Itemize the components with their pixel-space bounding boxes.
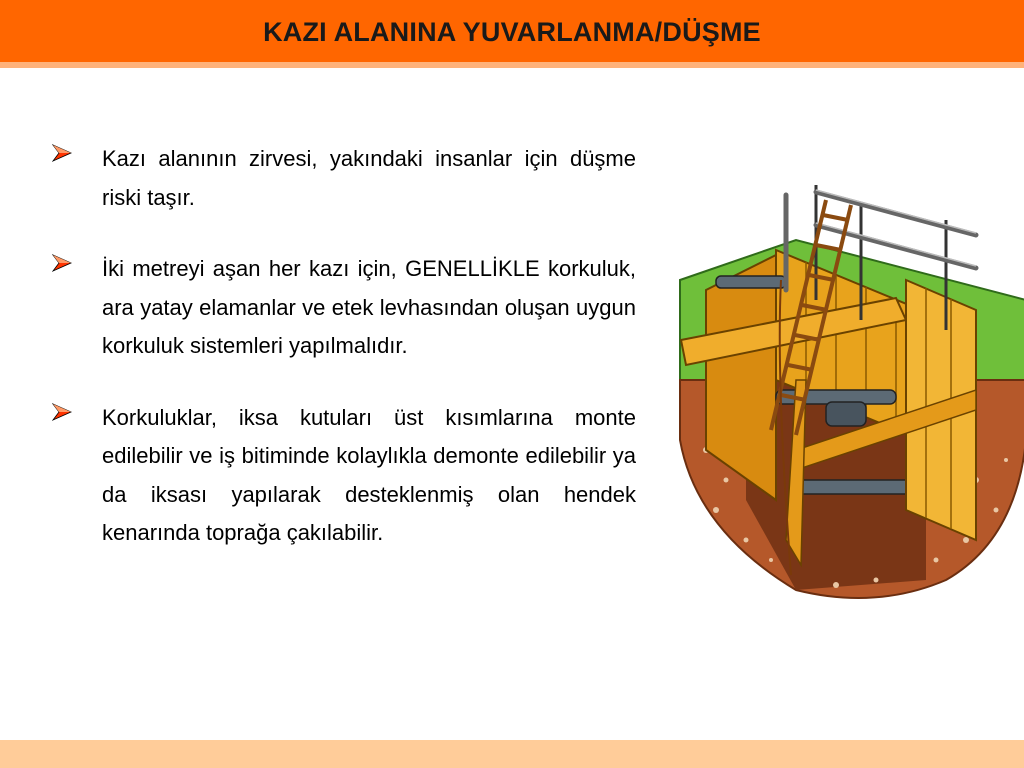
bullet-text: Kazı alanının zirvesi, yakındaki insanlar için düşme riski taşır.: [102, 146, 636, 210]
title-underline: [0, 62, 1024, 68]
footer-bar: [0, 740, 1024, 768]
bullet-text: İki metreyi aşan her kazı için, GENELLİKLE korkuluk, ara yatay elamanlar ve etek levhasından oluşan uygun korkuluk sistemleri yapılmalıdır.: [102, 256, 636, 358]
bullet-list: [52, 140, 636, 586]
bullet-text: Korkuluklar, iksa kutuları üst kısımlarına monte edilebilir ve iş bitiminde kolaylıkla demonte edilebilir ya da iksası yapılarak desteklenmiş olan hendek kenarında toprağa çakılabilir.: [102, 404, 636, 545]
arrow-bullet-icon: [52, 144, 72, 162]
bullet-item: [52, 140, 636, 217]
arrow-bullet-icon: [52, 254, 72, 272]
bullet-item: [52, 399, 636, 553]
arrow-bullet-icon: [52, 403, 72, 421]
title-bar: [0, 0, 1024, 68]
bullet-item: [52, 250, 636, 366]
trench-shoring-illustration: [676, 180, 1024, 610]
slide-title: KAZI ALANINA YUVARLANMA/DÜŞME: [263, 17, 761, 47]
